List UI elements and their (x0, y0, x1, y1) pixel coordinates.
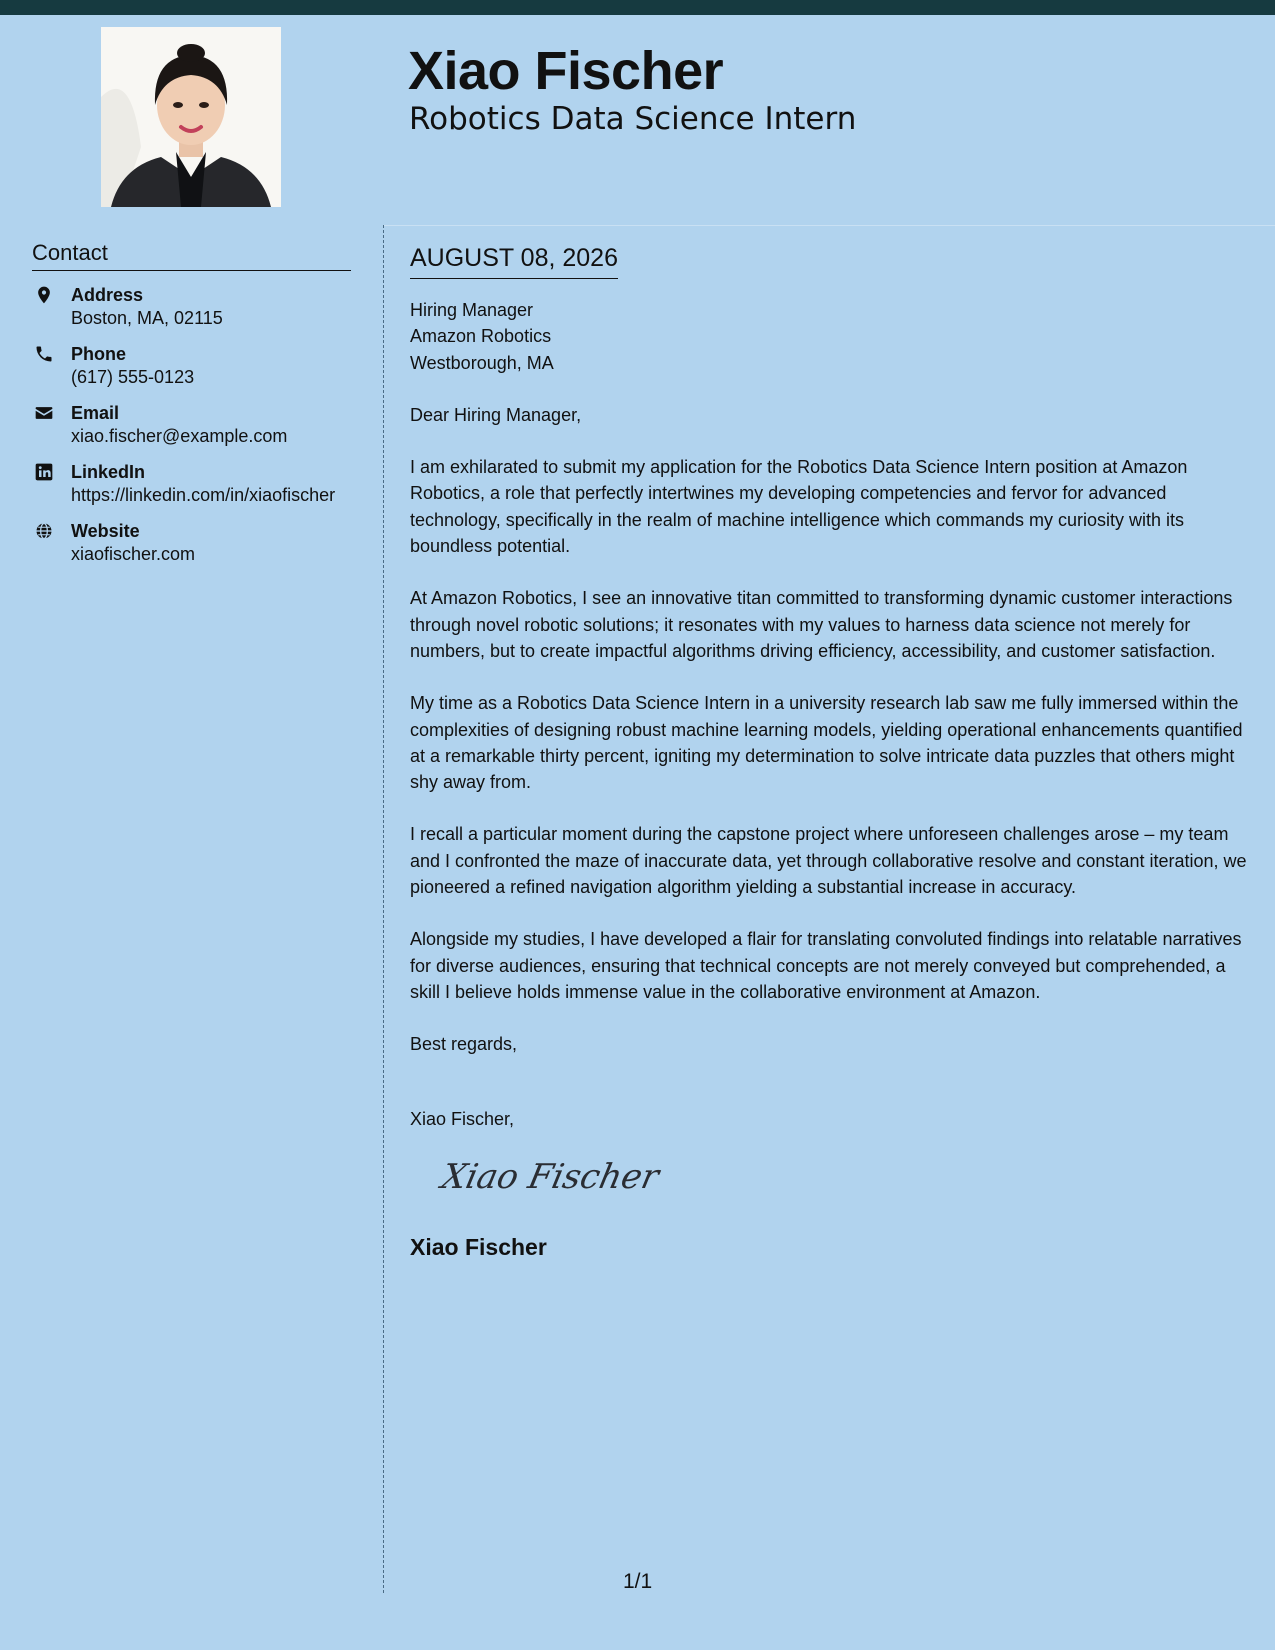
recipient-line: Hiring Manager (410, 300, 534, 320)
recipient-line: Amazon Robotics (410, 326, 552, 347)
signature-text: Xiao Fischer (438, 1157, 663, 1197)
paragraph: I am exhilarated to submit my application for the Robotics Data Science Intern position at Amazon Robotics, a role that perfectly intertwines my developing competencies and fervor for advanced technology, specifically in the realm of machine intelligence which commands my curiosity with its boundless potential. (410, 457, 1188, 557)
contact-email (32, 401, 351, 447)
profile-photo (101, 27, 281, 207)
closing-name: Xiao Fischer, (410, 1108, 515, 1129)
contact-label: LinkedIn (71, 462, 146, 482)
contact-linkedin (32, 460, 351, 506)
handwritten-signature (438, 1150, 663, 1200)
recipient-block (410, 297, 1250, 376)
contact-address (32, 283, 351, 329)
contact-value: Boston, MA, 02115 (71, 308, 223, 328)
letter-date: AUGUST 08, 2026 (410, 242, 618, 279)
linkedin-icon (34, 462, 54, 482)
salutation: Dear Hiring Manager, (410, 404, 582, 425)
applicant-title: Robotics Data Science Intern (409, 101, 857, 137)
paragraph: I recall a particular moment during the capstone project where unforeseen challenges arose – my team and I confronted the maze of inaccurate data, yet through collaborative resolve and constant iteration, we pioneered a refined navigation algorithm yielding a substantial increase in accuracy. (410, 824, 1247, 898)
top-bar (0, 0, 1275, 15)
contact-website (32, 519, 351, 565)
location-pin-icon (34, 285, 54, 305)
applicant-name: Xiao Fischer (408, 41, 724, 101)
contact-label: Website (71, 521, 140, 541)
contact-label: Address (71, 285, 144, 305)
sign-off: Best regards, (410, 1034, 518, 1055)
contact-phone (32, 342, 351, 388)
portrait-illustration (101, 27, 281, 207)
globe-icon (34, 521, 54, 541)
paragraph: At Amazon Robotics, I see an innovative titan committed to transforming dynamic customer interactions through novel robotic solutions; it resonates with my values to harness data science not merely for numbers, but to create impactful algorithms driving efficiency, accessibility, and customer satisfaction. (410, 588, 1233, 661)
contact-value[interactable]: https://linkedin.com/in/xiaofischer (71, 485, 336, 505)
contact-value[interactable]: xiao.fischer@example.com (71, 426, 288, 446)
column-divider (383, 225, 384, 1593)
envelope-icon (34, 403, 54, 423)
paragraph: Alongside my studies, I have developed a flair for translating convoluted findings into relatable narratives for diverse audiences, ensuring that technical concepts are not merely conveyed but comprehended, a skill I believe holds immense value in the collaborative environment at Amazon. (410, 929, 1242, 1002)
contact-label: Email (71, 403, 120, 423)
contact-sidebar (32, 240, 351, 578)
contact-value[interactable]: xiaofischer.com (71, 544, 196, 564)
recipient-line: Westborough, MA (410, 352, 554, 373)
page-number: 1/1 (623, 1570, 653, 1593)
letter-body (410, 242, 1250, 1260)
phone-icon (34, 344, 54, 364)
contact-label: Phone (71, 344, 127, 364)
printed-name: Xiao Fischer (410, 1233, 547, 1260)
header-divider (383, 225, 1275, 226)
contact-value: (617) 555-0123 (71, 367, 195, 387)
contact-heading: Contact (32, 240, 351, 271)
paragraph: My time as a Robotics Data Science Intern in a university research lab saw me fully immersed within the complexities of designing robust machine learning models, yielding operational enhancements quantified at a remarkable thirty percent, igniting my determination to solve intricate data puzzles that others might shy away from. (410, 693, 1243, 793)
